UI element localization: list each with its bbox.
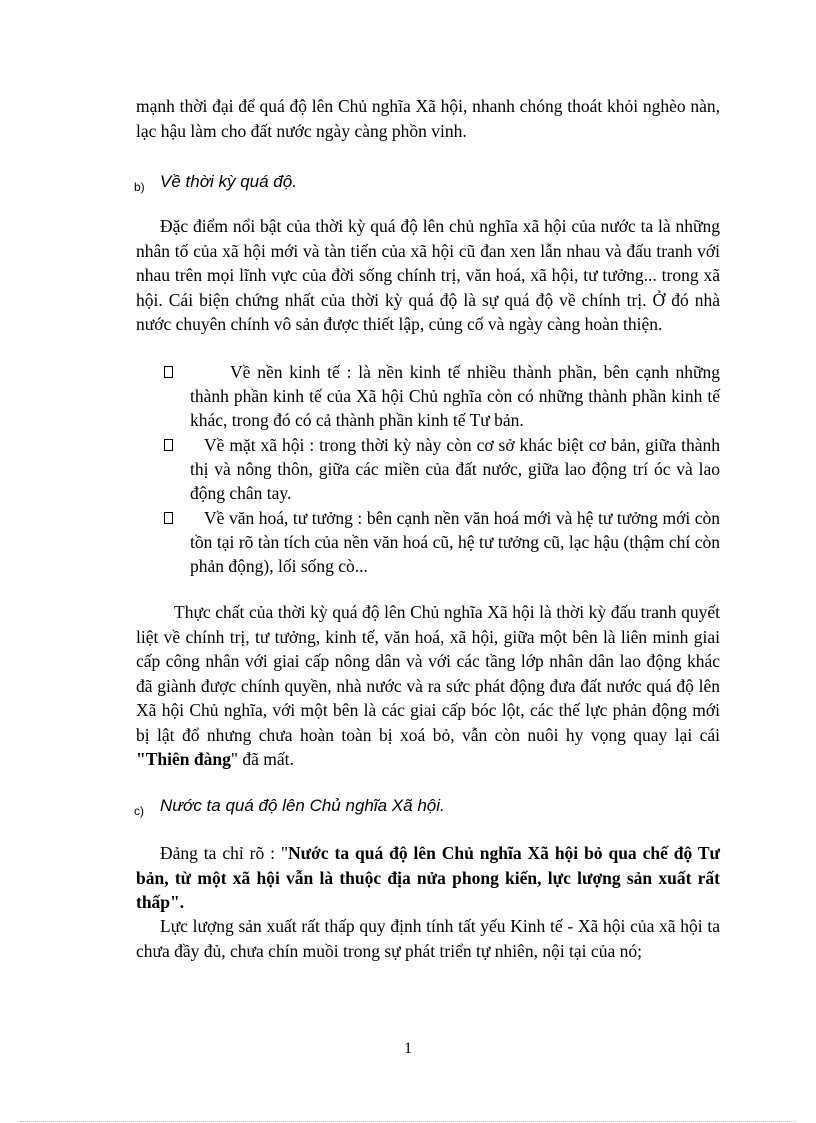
bullet-text: Về văn hoá, tư tưởng : bên cạnh nền văn hoá mới và hệ tư tưởng mới còn tồn tại rõ tàn tích của nền văn hoá cũ, hệ tư tưởng cũ, lạc hậu (thậm chí còn phản động), lối sống cò... (190, 508, 720, 576)
bullet-box-icon (164, 366, 173, 378)
heading-b (134, 172, 718, 194)
paragraph-essence-bold: "Thiên đàng (136, 749, 231, 769)
heading-c (134, 796, 718, 818)
heading-b-marker: b) (134, 180, 145, 194)
bullet-text: Về nền kinh tế : là nền kinh tế nhiều thành phần, bên cạnh những thành phần kinh tế của Xã hội Chủ nghĩa còn có những thành phần kinh tế khác, trong đó có cả thành phần kinh tế Tư bản. (190, 362, 720, 430)
paragraph-essence-main: Thực chất của thời kỳ quá độ lên Chủ nghĩa Xã hội là thời kỳ đấu tranh quyết liệt về chính trị, tư tưởng, kinh tế, văn hoá, xã hội, giữa một bên là liên minh giai cấp công nhân với giai cấp nông dân và với các tầng lớp nhân dân lao động khác đã giành được chính quyền, nhà nước và ra sức phát động đưa đất nước quá độ lên Xã hội Chủ nghĩa, với một bên là các giai cấp bóc lột, các thế lực phản động mới bị lật đổ nhưng chưa hoàn toàn bị xoá bỏ, vẫn còn nuôi hy vọng quay lại cái (136, 602, 720, 745)
heading-c-marker: c) (134, 804, 144, 818)
party-statement-bold: Nước ta quá độ lên Chủ nghĩa Xã hội bỏ qua chế độ Tư bản, từ một xã hội vẫn là thuộc địa nửa phong kiến, lực lượng sản xuất rất thấp". (136, 843, 720, 912)
heading-b-title: Về thời kỳ quá độ. (160, 172, 297, 191)
page-number: 1 (404, 1040, 412, 1057)
bullet-text: Về mặt xã hội : trong thời kỳ này còn cơ sở khác biệt cơ bản, giữa thành thị và nông thôn, giữa các miền của đất nước, giữa lao động trí óc và lao động chân tay. (190, 435, 720, 503)
paragraph-characteristics: Đặc điểm nổi bật của thời kỳ quá độ lên chủ nghĩa xã hội của nước ta là những nhân tố của xã hội mới và tàn tiến của xã hội cũ đan xen lẫn nhau và đấu tranh với nhau trên mọi lĩnh vực của đời sống chính trị, văn hoá, xã hội, tư tưởng... trong xã hội. Cái biện chứng nhất của thời kỳ quá độ là sự quá độ về chính trị. Ở đó nhà nước chuyên chính vô sản được thiết lập, củng cố và ngày càng hoàn thiện. (136, 216, 720, 334)
paragraph-production-forces: Lực lượng sản xuất rất thấp quy định tính tất yếu Kinh tế - Xã hội của xã hội ta chưa đầy đủ, chưa chín muồi trong sự phát triển tự nhiên, nội tại của nó; (136, 916, 720, 961)
paragraph-essence (136, 600, 720, 772)
heading-c-title: Nước ta quá độ lên Chủ nghĩa Xã hội. (160, 796, 445, 815)
bullet-box-icon (164, 439, 173, 451)
paragraph-intro: mạnh thời đại để quá độ lên Chủ nghĩa Xã hội, nhanh chóng thoát khỏi nghèo nàn, lạc hậu làm cho đất nước ngày càng phồn vinh. (136, 96, 720, 141)
bullet-box-icon (164, 512, 173, 524)
party-statement-intro: Đảng ta chỉ rõ : " (160, 843, 289, 863)
paragraph-essence-end: " đã mất. (230, 749, 294, 769)
paragraph-party-statement (136, 841, 720, 915)
page-bottom-border (20, 1121, 796, 1122)
